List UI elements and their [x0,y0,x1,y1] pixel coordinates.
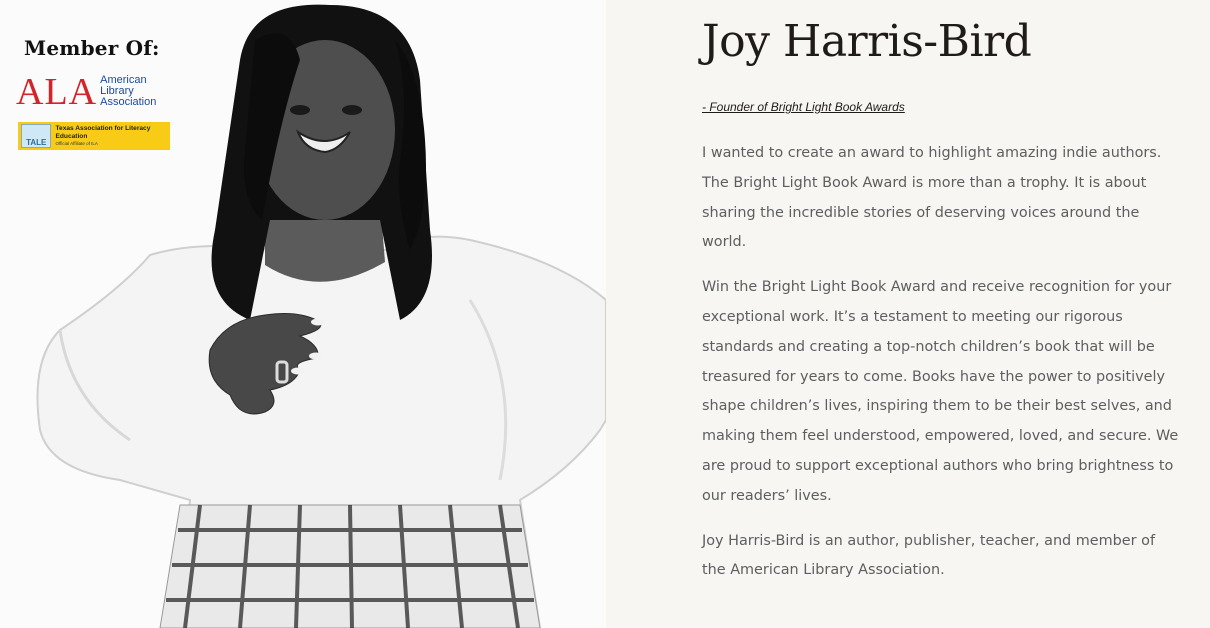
member-of-heading: Member Of: [24,36,160,60]
ala-logo[interactable] [16,70,186,113]
founder-subtitle-link[interactable]: - Founder of Bright Light Book Awards [702,100,905,114]
tale-logo[interactable] [18,122,170,150]
ala-logo-name: American Library Association [100,74,157,108]
award-paragraph: Win the Bright Light Book Award and receive recognition for your exceptional work. It’s a testament to meeting our rigorous standards and creating a top-notch children’s book that will be treasured for years to come. Books have the power to positively shape children’s lives, inspiring them to be their best selves, and making them feel understood, empowered, loved, and secure. We are proud to support exceptional authors who bring brightness to our readers’ lives. [702,279,1179,504]
profile-content [702,14,1180,586]
intro-paragraph: I wanted to create an award to highlight amazing indie authors. The Bright Light Book Award is more than a trophy. It is about sharing the incredible stories of deserving voices around the world. [702,145,1162,251]
tale-logo-text: Texas Association for Literacy Education Official Affiliate of ILA [55,125,151,146]
bio-paragraph: Joy Harris-Bird is an author, publisher, teacher, and member of the American Library Association. [702,532,1156,579]
ala-logo-mark: ALA [16,71,98,113]
page-title: Joy Harris-Bird [702,16,1032,67]
tale-logo-mark: TALE [21,124,51,148]
membership-logos [16,36,186,150]
